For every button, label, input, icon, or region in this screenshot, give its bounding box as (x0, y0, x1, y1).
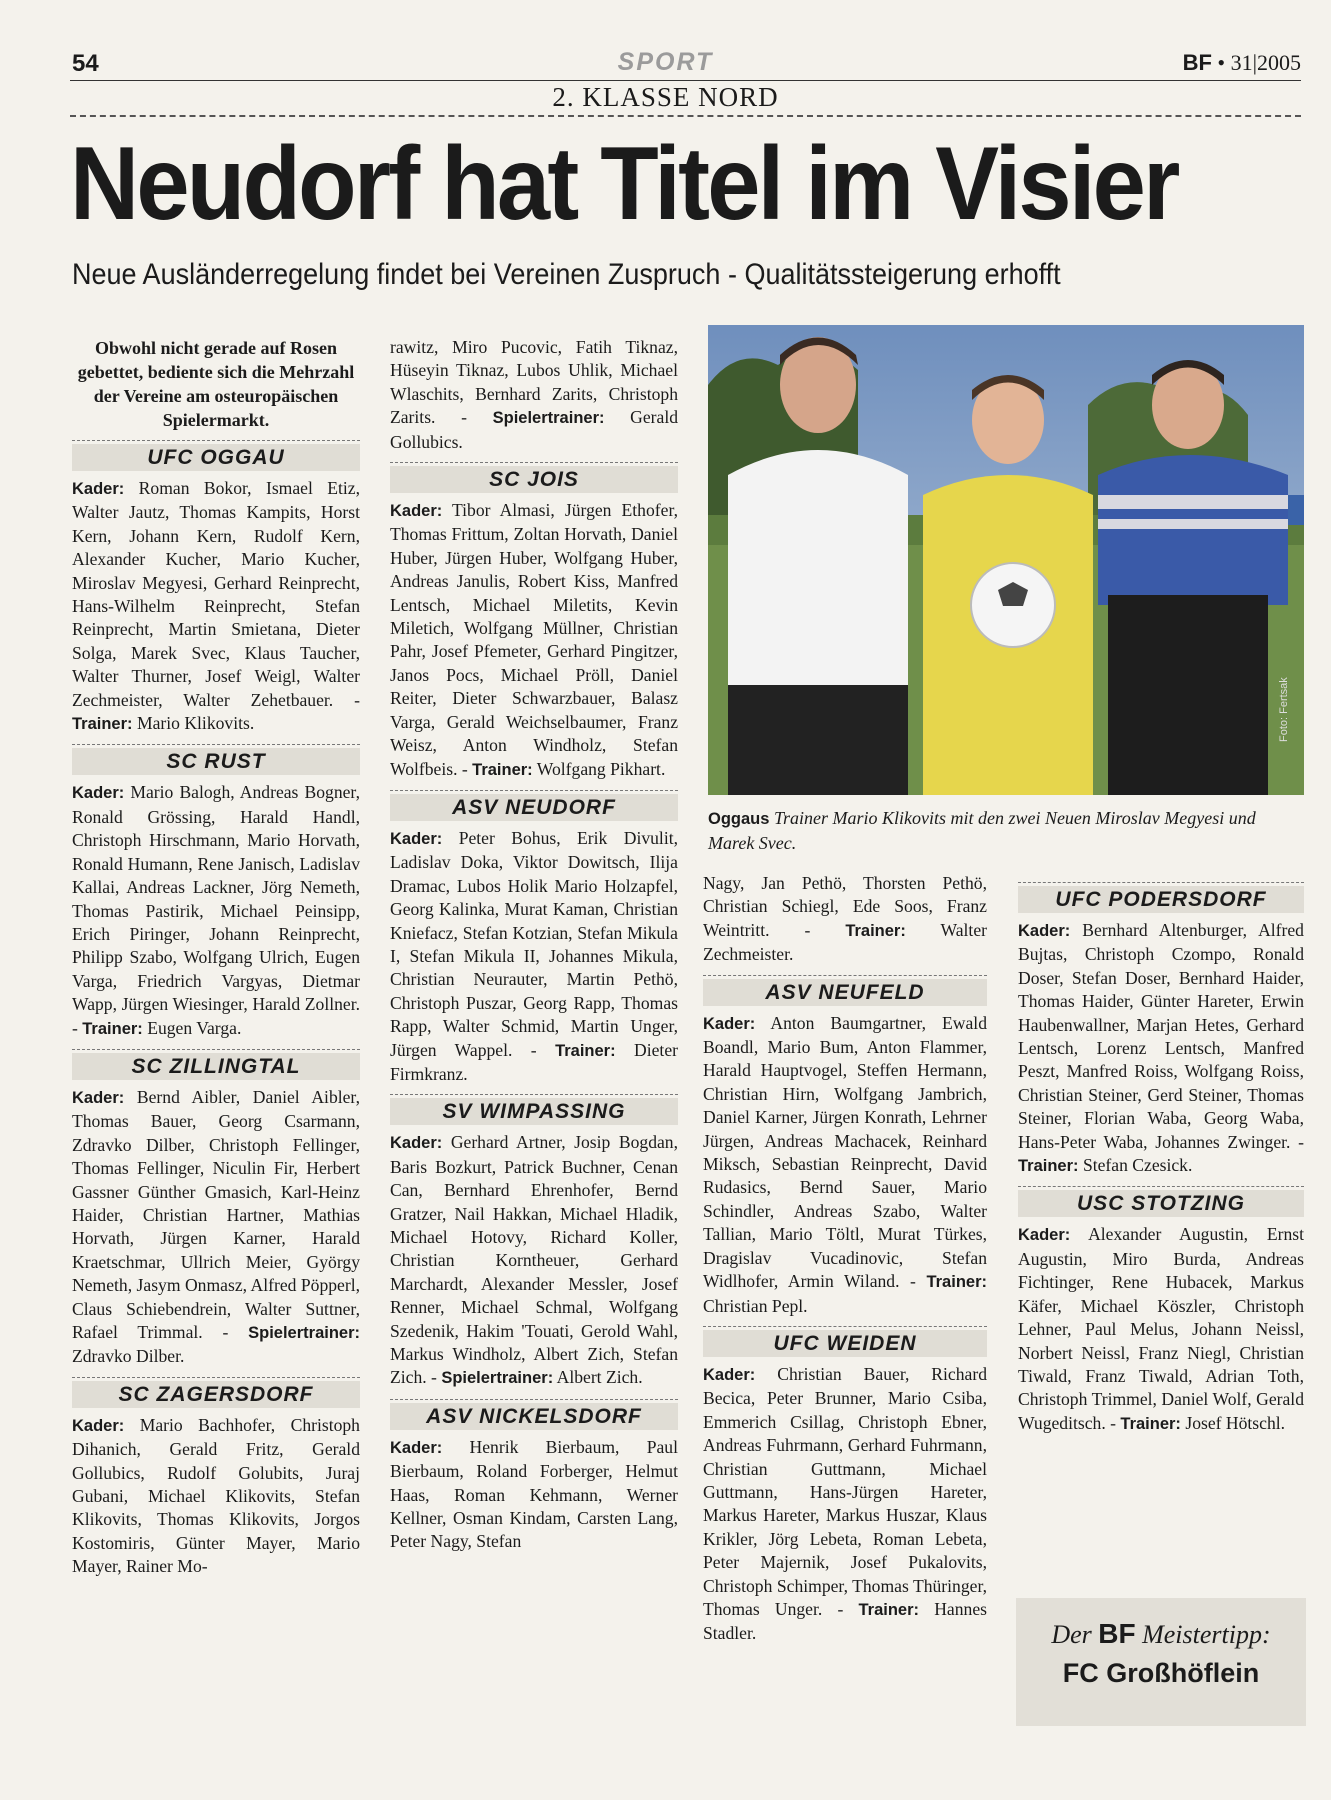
kader-label: Kader: (703, 1365, 756, 1384)
trainer-label: Trainer: (1120, 1414, 1181, 1433)
players-text: Christian Bauer, Richard Becica, Peter Brunner, Mario Csiba, Emmerich Csillag, Christoph Ebner, Andreas Fuhrmann, Gerhard Fuhrmann, Christian Guttmann, Michael Guttmann, Hans-Jürgen Hareter, Markus Hareter, Markus Huszar, Klaus Krikler, Jörg Lebeta, Roman Lebeta, Peter Majernik, Josef Pukalovits, Christoph Schimper, Thomas Thüringer, Thomas Unger. - (703, 1363, 988, 1619)
section-title: SPORT (617, 48, 714, 76)
kader-label: Kader: (72, 1416, 125, 1435)
tip-team: FC Großhöflein (1062, 1658, 1260, 1688)
team-name: UFC WEIDEN (703, 1330, 987, 1357)
players-text: Nagy, Jan Pethö, Thorsten Pethö, Christian Schiegl, Ede Soos, Franz Weintritt. - (703, 873, 987, 940)
players-text: Henrik Bierbaum, Paul Bierbaum, Roland Forberger, Helmut Haas, Roman Kehmann, Werner Kellner, Osman Kindam, Carsten Lang, Peter Nagy, Stefan (390, 1436, 678, 1552)
players-text: Bernd Aibler, Daniel Aibler, Thomas Bauer, Georg Csarmann, Zdravko Dilber, Christoph Fellinger, Thomas Fellinger, Niculin Fir, Herbert Gassner Günther Gmasich, Karl-Heinz Haider, Christian Hartner, Mathias Horvath, Jürgen Karner, Harald Kraetschmar, Ullrich Meier, György Nemeth, Jasym Onmasz, Alfred Pöpperl, Claus Schiebendrein, Walter Suttner, Rafael Trimmal. - (72, 1086, 360, 1342)
subheadline: Neue Ausländerregelung findet bei Vereinen Zuspruch - Qualitätssteigerung erhofft (72, 258, 1061, 291)
players-text: Tibor Almasi, Jürgen Ethofer, Thomas Frittum, Zoltan Horvath, Daniel Huber, Jürgen Huber, Wolfgang Huber, Andreas Janulis, Robert Kiss, Manfred Lentsch, Michael Miletits, Kevin Miletich, Wolfgang Müllner, Christian Pahr, Josef Pfemeter, Gerhard Pingitzer, Janos Pocs, Michael Pröll, Daniel Reiter, Dieter Schwarzbauer, Balasz Varga, Gerald Weichselbaumer, Franz Weisz, Anton Windholz, Stefan Wolfbeis. - (390, 500, 678, 779)
team-header-rust (72, 744, 360, 775)
column-1 (72, 336, 360, 1579)
tip-suffix: Meistertipp: (1142, 1620, 1271, 1649)
kader-label: Kader: (390, 502, 443, 521)
tip-heading (1016, 1618, 1306, 1650)
team-roster (72, 1086, 360, 1369)
team-roster (1018, 919, 1304, 1178)
trainer-label: Trainer: (472, 760, 533, 779)
tip-brand: BF (1098, 1618, 1136, 1649)
caption-label: Oggaus (708, 810, 770, 828)
photo-illustration (708, 325, 1304, 795)
team-roster (703, 1012, 987, 1318)
tip-prefix: Der (1051, 1620, 1092, 1649)
team-roster-continued (703, 872, 987, 967)
players-text: Peter Bohus, Erik Divulit, Ladislav Doka, Viktor Dowitsch, Ilija Dramac, Lubos Holik Mario Holzapfel, Georg Kalinka, Murat Kaman, Christian Kniefacz, Stefan Kotzian, Stefan Mikula I, Stefan Mikula II, Johannes Mikula, Christian Neurauter, Martin Pethö, Christoph Puszar, Georg Rapp, Thomas Rapp, Walter Schmid, Martin Unger, Jürgen Wappel. - (390, 827, 678, 1060)
trainer-name: Zdravko Dilber. (72, 1346, 185, 1367)
trainer-name: Eugen Varga. (147, 1017, 242, 1038)
team-header-neufeld (703, 975, 987, 1006)
players-text: Alexander Augustin, Ernst Augustin, Miro Burda, Andreas Fichtinger, Rene Hubacek, Markus Käfer, Michael Köszler, Christoph Lehner, Paul Melus, Johann Neissl, Norbert Neissl, Franz Niegl, Christian Tiwald, Franz Tiwald, Adrian Toth, Christoph Trimmel, Daniel Wolf, Gerald Wugeditsch. - (1018, 1224, 1304, 1433)
team-name: SC ZAGERSDORF (72, 1381, 360, 1408)
trainer-name: Mario Klikovits. (136, 713, 255, 734)
players-text: Bernhard Altenburger, Alfred Bujtas, Christoph Czompo, Ronald Doser, Stefan Doser, Bernhard Haider, Thomas Haider, Günter Hareter, Erwin Haubenwallner, Marjan Hetes, Gerhard Lentsch, Lorenz Lentsch, Manfred Peszt, Manfred Roiss, Wolfgang Roiss, Christian Steiner, Gerd Steiner, Thomas Steiner, Florian Waba, Georg Waba, Hans-Peter Waba, Johannes Zwinger. - (1018, 920, 1304, 1152)
trainer-label: Trainer: (926, 1273, 987, 1292)
kader-label: Kader: (72, 784, 125, 803)
players-text: Anton Baumgartner, Ewald Boandl, Mario Bum, Anton Flammer, Harald Hauptvogel, Steffen Hermann, Christian Hirn, Wolfgang Jambrich, Daniel Karner, Jürgen Konrath, Lehrner Jürgen, Andreas Machacek, Reinhard Miksch, Sebastian Reinprecht, David Rudasics, Bernd Sauer, Mario Schindler, Andreas Szabo, Walter Tallian, Mario Töltl, Murat Türkes, Dragislav Vucadinovic, Stefan Widlhofer, Armin Wiland. - (703, 1012, 987, 1292)
header-rule (70, 80, 1301, 81)
trainer-label: Trainer: (555, 1041, 616, 1060)
team-roster (72, 477, 360, 736)
column-2 (390, 336, 678, 1554)
kader-label: Kader: (703, 1014, 756, 1033)
publication-name: BF (1182, 50, 1212, 75)
column-4 (1018, 882, 1304, 1436)
players-text: rawitz, Miro Pucovic, Fatih Tiknaz, Hüseyin Tiknaz, Lubos Uhlik, Michael Wlaschits, Bernhard Zarits, Christoph Zarits. - (390, 337, 678, 428)
trainer-name: Stefan Czesick. (1082, 1155, 1193, 1176)
team-name: ASV NEUFELD (703, 979, 987, 1006)
trainer-name: Albert Zich. (556, 1367, 643, 1388)
trainer-label: Trainer: (72, 715, 133, 734)
team-header-ogga (72, 440, 360, 471)
team-roster (390, 499, 678, 782)
team-name: UFC PODERSDORF (1018, 886, 1304, 913)
team-name: ASV NEUDORF (390, 794, 678, 821)
issue-number: • 31|2005 (1217, 50, 1301, 75)
team-name: USC STOTZING (1018, 1190, 1304, 1217)
trainer-label: Spielertrainer: (248, 1324, 360, 1342)
team-name: SC ZILLINGTAL (72, 1053, 360, 1080)
team-roster (72, 781, 360, 1040)
team-header-stotzing (1018, 1186, 1304, 1217)
headline: Neudorf hat Titel im Visier (70, 126, 1178, 242)
photo-credit: Foto: Fertsak (1278, 677, 1290, 742)
players-text: Roman Bokor, Ismael Etiz, Walter Jautz, Thomas Kampits, Horst Kern, Johann Kern, Rudolf Kern, Alexander Kucher, Mario Kucher, Miroslav Megyesi, Gerhard Reinprecht, Hans-Wilhelm Reinprecht, Stefan Reinprecht, Martin Smietana, Dieter Solga, Marek Svec, Klaus Taucher, Walter Thurner, Josef Weigl, Walter Zechmeister, Walter Zehetbauer. - (72, 478, 360, 710)
team-roster (390, 827, 678, 1086)
kader-label: Kader: (72, 480, 125, 498)
team-header-zillingtal (72, 1049, 360, 1080)
players-text: Mario Bachhofer, Christoph Dihanich, Gerald Fritz, Gerald Gollubics, Rudolf Golubits, Juraj Gubani, Michael Klikovits, Stefan Klikovits, Thomas Klikovits, Jorgos Kostomiris, Günter Mayer, Mario Mayer, Rainer Mo- (72, 1414, 360, 1577)
trainer-name: Hannes Stadler. (703, 1598, 987, 1644)
trainer-name: Christian Pepl. (703, 1295, 808, 1316)
team-header-wimpassing (390, 1094, 678, 1125)
team-header-podersdorf (1018, 882, 1304, 913)
trainer-name: Josef Hötschl. (1185, 1412, 1286, 1433)
trainer-name: Gerald Gollubics. (390, 407, 679, 452)
intro-text: Obwohl nicht gerade auf Rosen gebettet, bediente sich die Mehrzahl der Vereine am osteuropäischen Spielermarkt. (77, 338, 355, 430)
team-roster (390, 1131, 678, 1390)
kader-label: Kader: (1018, 922, 1071, 940)
trainer-label: Trainer: (1018, 1157, 1079, 1176)
team-roster (703, 1363, 987, 1646)
kader-label: Kader: (390, 829, 443, 848)
trainer-label: Trainer: (82, 1019, 143, 1038)
team-name: SV WIMPASSING (390, 1098, 678, 1125)
team-roster (1018, 1223, 1304, 1436)
trainer-label: Spielertrainer: (492, 409, 605, 428)
team-roster-continued (390, 336, 678, 454)
dashed-rule (70, 115, 1301, 117)
team-name: SC RUST (72, 748, 360, 775)
issue-info (1183, 50, 1301, 76)
kader-label: Kader: (1018, 1226, 1071, 1245)
caption-text: Trainer Mario Klikovits mit den zwei Neuen Miroslav Megyesi und Marek Svec. (708, 808, 1256, 853)
column-3 (703, 872, 987, 1646)
league-title: 2. KLASSE NORD (552, 82, 779, 112)
trainer-label: Trainer: (845, 921, 906, 940)
team-roster (390, 1436, 678, 1554)
trainer-name: Wolfgang Pikhart. (536, 758, 666, 779)
trainer-name: Walter Zechmeister. (703, 919, 987, 965)
team-name: ASV NICKELSDORF (390, 1403, 678, 1430)
kader-label: Kader: (390, 1134, 443, 1153)
team-photo (708, 325, 1304, 795)
team-roster (72, 1414, 360, 1579)
team-name: UFC OGGAU (72, 444, 360, 471)
photo-caption (708, 806, 1304, 855)
players-text: Gerhard Artner, Josip Bogdan, Baris Bozkurt, Patrick Buchner, Cenan Can, Bernhard Ehrenhofer, Bernd Gratzer, Nail Hakkan, Michael Hladik, Michael Hotovy, Richard Koller, Christian Korntheuer, Gerhard Marchardt, Alexander Messler, Josef Renner, Michael Schmal, Wolfgang Szedenik, Hakim 'Touati, Gerold Wahl, Markus Windholz, Albert Zich, Stefan Zich. - (390, 1132, 678, 1388)
trainer-name: Dieter Firmkranz. (390, 1039, 678, 1084)
team-header-nickelsdorf (390, 1399, 678, 1430)
team-header-zagersdorf (72, 1377, 360, 1408)
trainer-label: Spielertrainer: (441, 1369, 554, 1388)
team-header-weiden (703, 1326, 987, 1357)
team-header-neudorf (390, 790, 678, 821)
team-header-jois (390, 462, 678, 493)
meistertipp-box (1016, 1598, 1306, 1726)
team-name: SC JOIS (390, 466, 678, 493)
trainer-label: Trainer: (858, 1600, 920, 1619)
players-text: Mario Balogh, Andreas Bogner, Ronald Grössing, Harald Handl, Christoph Hirschmann, Mario Horvath, Ronald Humann, Rene Janisch, Ladislav Kallai, Andreas Lackner, Jörg Nemeth, Thomas Pastirik, Michael Peinsipp, Erich Piringer, Johann Reinprecht, Philipp Szabo, Wolfgang Ulrich, Eugen Varga, Friedrich Vargyas, Dietmar Wapp, Jürgen Wiesinger, Harald Zollner. - (72, 782, 360, 1038)
kader-label: Kader: (390, 1438, 443, 1457)
page-number: 54 (72, 50, 99, 77)
kader-label: Kader: (72, 1088, 125, 1107)
